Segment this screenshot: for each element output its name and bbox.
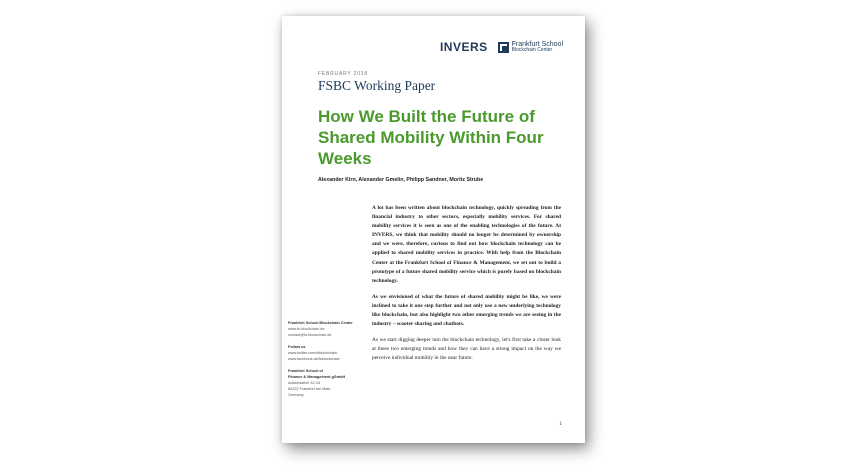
body-text <box>372 204 561 371</box>
blockchain-center-name: Blockchain Center <box>511 47 553 53</box>
invers-logo: INVERS <box>439 40 488 54</box>
address-heading-2: Finance & Management gGmbH <box>288 375 346 379</box>
publication-date: FEBRUARY 2018 <box>318 71 368 77</box>
sidebar-address-block <box>288 368 368 398</box>
center-heading: Frankfurt School Blockchain Center <box>288 321 353 325</box>
body-paragraph-2: As we envisioned of what the future of shared mobility might be like, we were inclined to take it one step further and not only use a new underlying technology like blockchain, but also highlight two other emerging trends we are seeing in the industry – scooter sharing and chatbots. <box>372 293 561 328</box>
paper-title: How We Built the Future of Shared Mobility Within Four Weeks <box>318 107 544 168</box>
center-email-link[interactable]: contact@fs-blockchain.de <box>288 333 332 337</box>
frankfurt-school-name: Frankfurt School <box>511 41 563 48</box>
address-heading-1: Frankfurt School of <box>288 369 324 373</box>
body-paragraph-3: As we start digging deeper into the blockchain technology, let's first take a closer look at these two emerging trends and how they can have a strong impact on the way we perceive individual mobility in the near future. <box>372 337 561 362</box>
center-website-link[interactable]: www.fs-blockchain.de <box>288 327 325 331</box>
author-list: Alexander Kirn, Alexander Gmelin, Philipp Sandner, Moritz Strube <box>318 177 484 183</box>
sidebar-follow-block <box>288 344 368 362</box>
sidebar-center-block <box>288 320 368 338</box>
follow-heading: Follow us <box>288 345 306 349</box>
series-title: FSBC Working Paper <box>318 78 436 93</box>
frankfurt-school-logo <box>498 41 563 53</box>
header-logos <box>440 40 563 54</box>
frankfurt-school-mark-icon <box>498 42 509 53</box>
body-paragraph-1: A lot has been written about blockchain technology, quickly spreading from the financial industry to other sectors, especially mobility services. For shared mobility services it is seen as one of the enabling technologies of the future. At INVERS, we think that mobility should no longer be determined by ownership and we were, therefore, curious to find out how blockchain technology can be applied to shared mobility services in practice. With help from the Blockchain Center at the Frankfurt School of Finance & Management, we set out to build a prototype of a future shared mobility service which is purely based on blockchain technology. <box>372 205 561 284</box>
address-country: Germany <box>288 393 304 397</box>
page-number: 1 <box>559 422 562 427</box>
sidebar-contact <box>288 320 368 404</box>
facebook-link[interactable]: www.facebook.de/fsblockchain <box>288 357 340 361</box>
address-street: Adickesallee 32-34 <box>288 381 321 385</box>
address-city: 60322 Frankfurt am Main <box>288 387 331 391</box>
twitter-link[interactable]: www.twitter.com/fsblockchain <box>288 351 338 355</box>
paper-page <box>282 16 585 443</box>
